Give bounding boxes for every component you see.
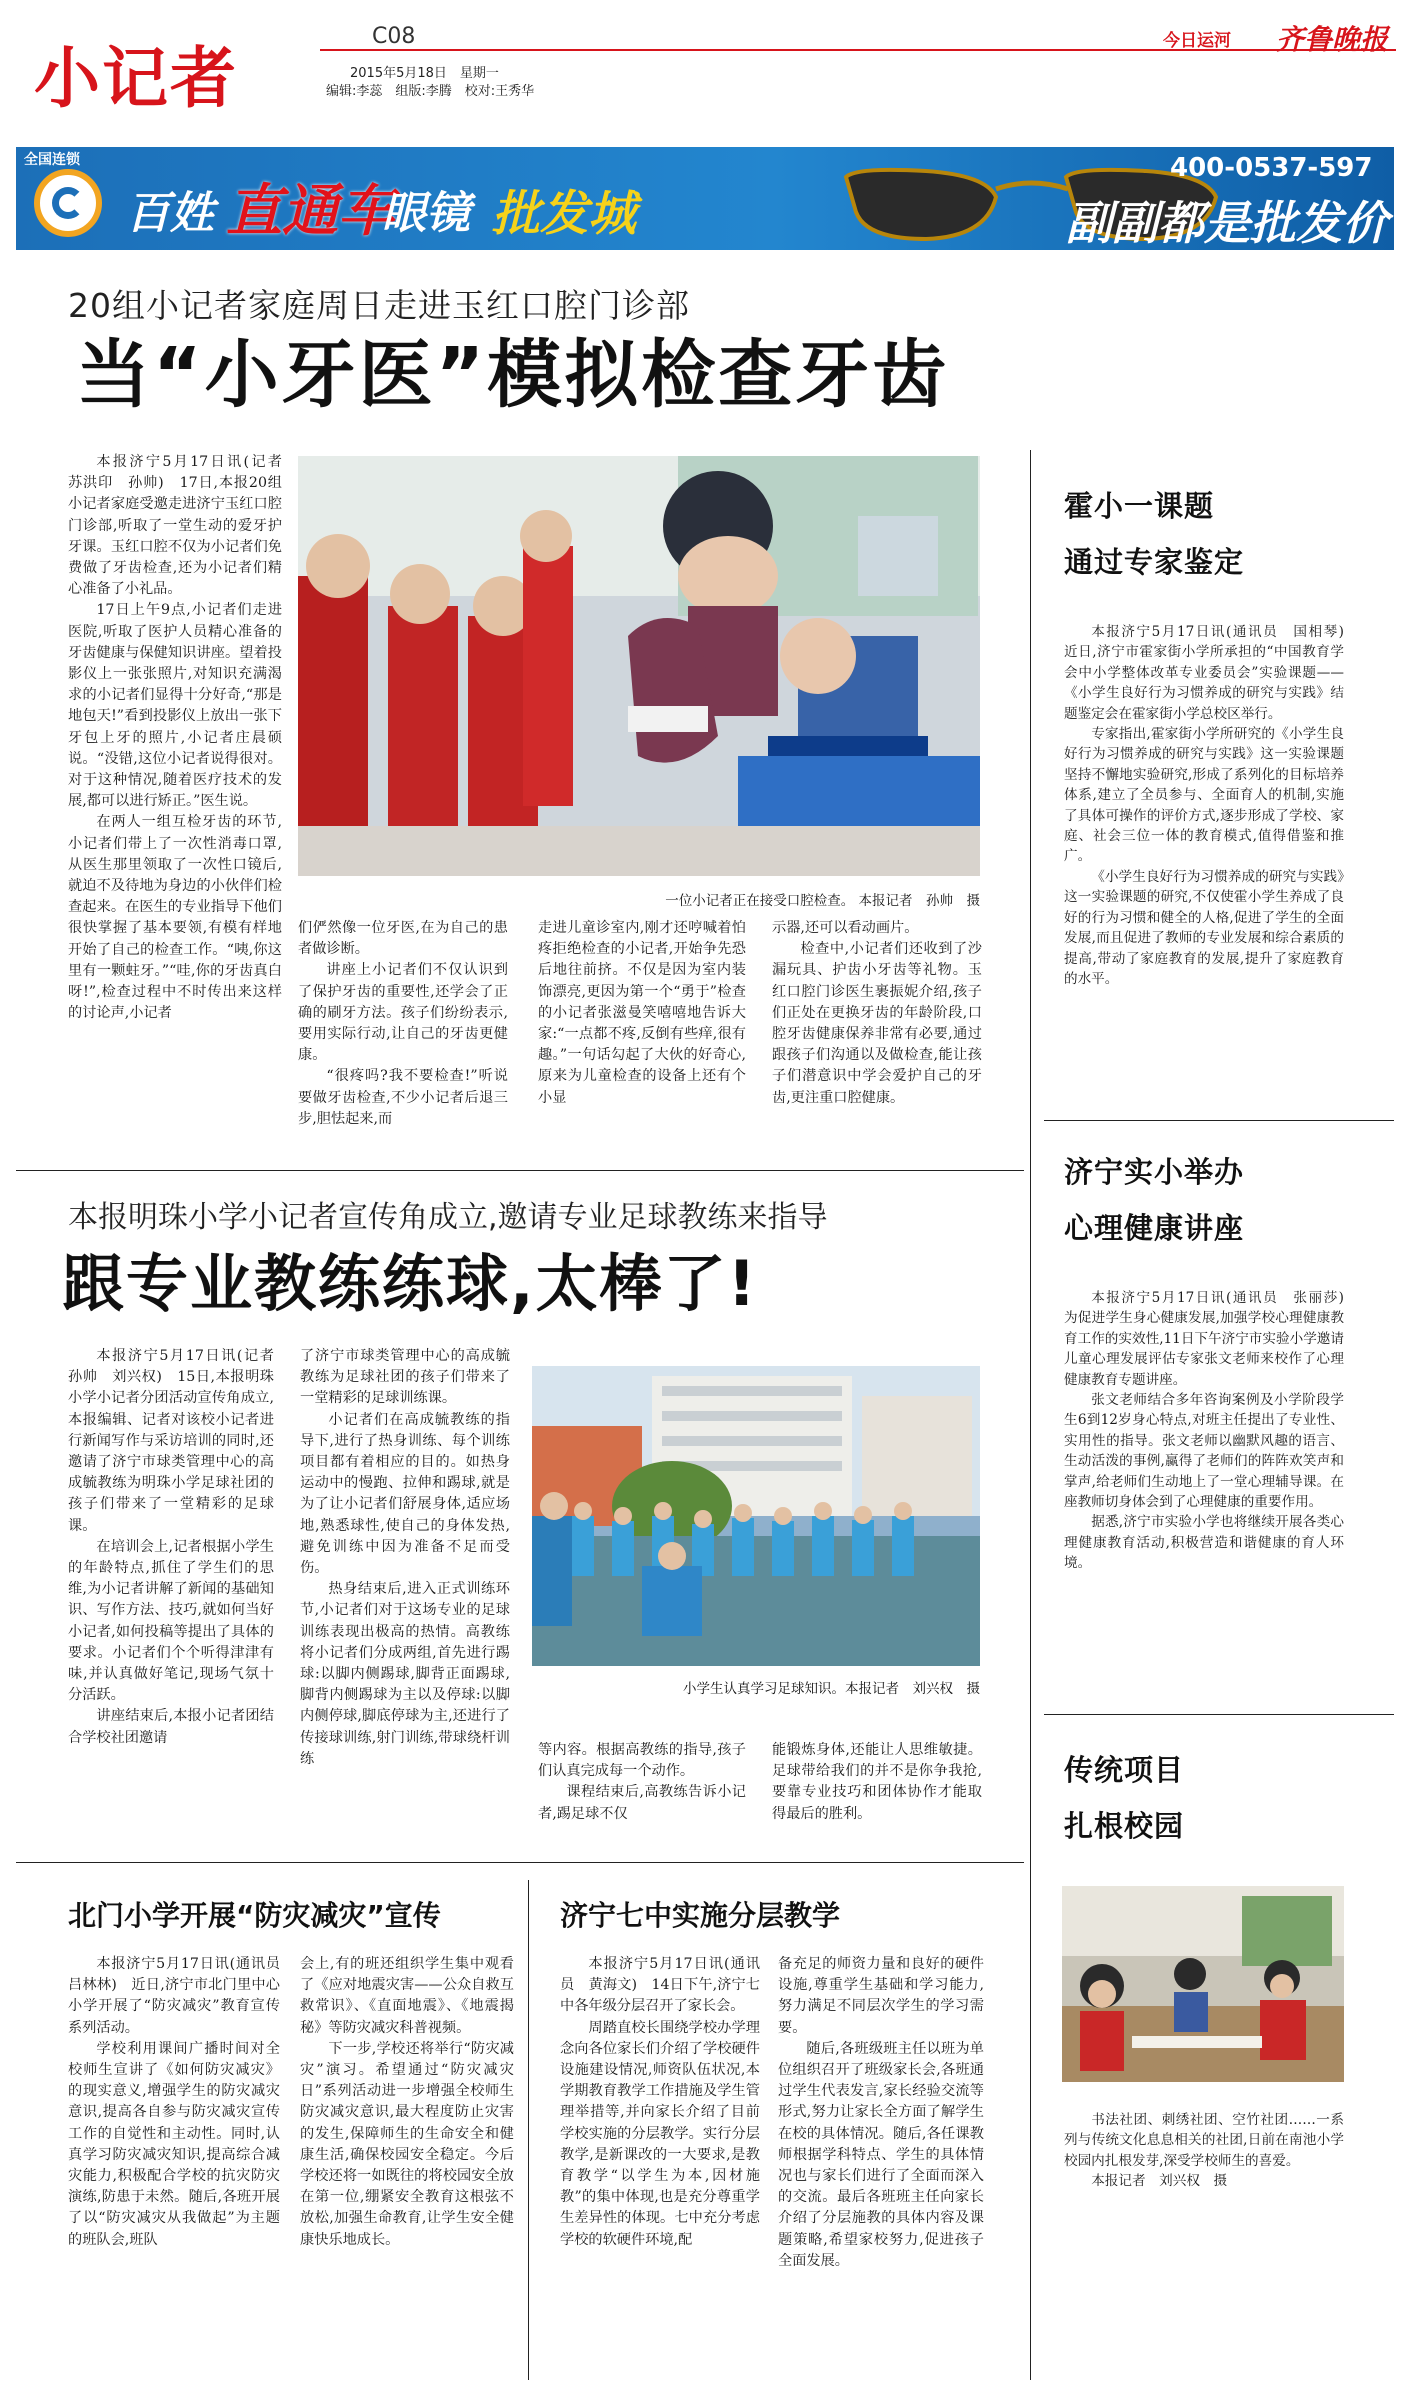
sidebar-divider [1030, 450, 1031, 2380]
story3-headline: 北门小学开展“防灾减灾”宣传 [68, 1899, 441, 1932]
story2-kicker: 本报明珠小学小记者宣传角成立,邀请专业足球教练来指导 [68, 1200, 828, 1235]
side1-title-line2: 通过专家鉴定 [1064, 545, 1245, 579]
story1-headline: 当“小牙医”模拟检查牙齿 [76, 332, 950, 418]
ad-phone: 400-0537-597 [1170, 153, 1373, 183]
story1-col2 [298, 918, 508, 1152]
story2-photo [532, 1366, 980, 1666]
paragraph: 据悉,济宁市实验小学也将继续开展各类心理健康教育活动,积极营造和谐健康的育人环境。 [1064, 1514, 1344, 1572]
story2-headline: 跟专业教练练球,太棒了! [62, 1247, 758, 1320]
story2-col4 [772, 1740, 982, 1846]
side2-title-line1: 济宁实小举办 [1064, 1155, 1245, 1189]
divider [16, 1170, 1024, 1171]
date-line: 2015年5月18日 星期一 [350, 66, 499, 81]
divider [1044, 1120, 1394, 1121]
paragraph: 周踏直校长围绕学校办学理念向各位家长们介绍了学校硬件设施建设情况,师资队伍状况,本学期教育教学工作措施及学生管理举措等,并向家长介绍了目前学校实施的分层教学。实行分层教学,是新课改的一大要求,是教育教学“以学生为本,因材施教”的集中体现,也是充分尊重学生差异性的体现。七中充分考虑学校的软硬件环境,配 [560, 2019, 760, 2248]
paragraph: 讲座上小记者们不仅认识到了保护牙齿的重要性,还学会了正确的刷牙方法。孩子们纷纷表示,要用实际行动,让自己的牙齿更健康。 [298, 962, 508, 1064]
ad-brand-b: 直通车 [226, 179, 394, 244]
ad-brand-c: 眼镜 [382, 188, 470, 239]
story1-col3 [538, 918, 746, 1152]
paragraph: 在两人一组互检牙齿的环节,小记者们带上了一次性消毒口罩,从医生那里领取了一次性口镜后,就迫不及待地为身边的小伙伴们检查起来。在医生的专业指导下他们很快掌握了基本要领,有模有样地开始了自己的检查工作。“咦,你这里有一颗蛀牙。”“哇,你的牙齿真白呀!”,检查过程中不时传出来这样的讨论声,小记者 [68, 814, 282, 1022]
story3-col1 [68, 1954, 295, 2374]
story1-col4 [772, 918, 982, 1152]
section-logo: 小记者 [34, 40, 238, 117]
paragraph: 本报济宁5月17日讯(通讯员 张丽莎) 为促进学生身心健康发展,加强学校心理健康教育工作的实效性,11日下午济宁市实验小学邀请儿童心理发展评估专家张文老师来校作了心理健康教育专题讲座。 [1064, 1290, 1358, 1388]
paragraph: 课程结束后,高教练告诉小记者,踢足球不仅 [538, 1784, 746, 1822]
story2-col1 [68, 1346, 289, 1846]
vertical-divider [528, 1880, 529, 2380]
paragraph: 本报济宁5月17日讯(通讯员 黄海文) 14日下午,济宁七中各年级分层召开了家长会。 [560, 1956, 760, 2015]
photo-credit: 本报记者 刘兴权 摄 [1091, 2173, 1228, 2190]
ad-tag: 全国连锁 [24, 152, 80, 168]
side3-title-line2: 扎根校园 [1064, 1809, 1185, 1843]
paragraph: 能锻炼身体,还能让人思维敏捷。足球带给我们的并不是你争我抢,要靠专业技巧和团体协作才能取得最后的胜利。 [772, 1742, 982, 1822]
right-label: 今日运河 [1163, 31, 1231, 51]
side1-body [1064, 622, 1358, 1062]
ad-brand-d: 批发城 [492, 186, 637, 242]
paragraph: 17日上午9点,小记者们走进医院,听取了医护人员精心准备的牙齿健康与保健知识讲座。望着投影仪上一张张照片,对知识充满渴求的小记者们显得十分好奇,“那是地包天!”看到投影仪上放出一张下牙包上牙的照片,小记者庄晨硕说。“没错,这位小记者说得很对。对于这种情况,随着医疗技术的发展,都可以进行矫正。”医生说。 [68, 602, 282, 810]
side3-body [1064, 2110, 1344, 2220]
story1-photo [298, 456, 980, 876]
story2-photo-caption: 小学生认真学习足球知识。本报记者 刘兴权 摄 [683, 1681, 980, 1697]
side3-photo [1062, 1886, 1344, 2082]
paragraph: 会上,有的班还组织学生集中观看了《应对地震灾害——公众自救互救常识》、《直面地震》、《地震揭秘》等防灾减灾科普视频。 [300, 1956, 514, 2036]
paragraph: 检查中,小记者们还收到了沙漏玩具、护齿小牙齿等礼物。玉红口腔门诊医生裹振妮介绍,孩子们正处在更换牙齿的年龄阶段,口腔牙齿健康保养非常有必要,通过跟孩子们沟通以及做检查,能让孩子们潜意识中学会爱护自己的牙齿,更注重口腔健康。 [772, 941, 982, 1106]
paper-name: 齐鲁晚报 [1276, 23, 1389, 56]
paragraph: 《小学生良好行为习惯养成的研究与实践》这一实验课题的研究,不仅使霍小学生养成了良好的行为习惯和健全的人格,促进了学生的全面发展,而且促进了教师的专业发展和综合素质的提高,带动了家庭教育的发展,提升了家庭教育的水平。 [1064, 868, 1344, 987]
editors-line: 编辑:李蕊 组版:李腾 校对:王秀华 [326, 84, 535, 99]
ad-logo-icon [34, 169, 102, 237]
paragraph: 本报济宁5月17日讯(通讯员 吕林林) 近日,济宁市北门里中心小学开展了“防灾减灾”教育宣传系列活动。 [68, 1956, 295, 2036]
story2-col2 [300, 1346, 510, 1846]
divider [16, 1862, 1024, 1863]
story4-headline: 济宁七中实施分层教学 [560, 1899, 841, 1932]
story4-col1 [560, 1954, 760, 2374]
paragraph: 随后,各班级班主任以班为单位组织召开了班级家长会,各班通过学生代表发言,家长经验交流等形式,努力让家长全方面了解学生在校的具体情况。随后,各任课教师根据学科特点、学生的具体情况也与家长们进行了全面而深入的交流。最后各班班主任向家长介绍了分层施教的具体内容及课题策略,希望家校努力,促进孩子全面发展。 [778, 2040, 984, 2269]
story4-col2 [778, 1954, 984, 2374]
ad-brand-a: 百姓 [126, 188, 214, 239]
page-number: C08 [372, 24, 416, 49]
story1-col1 [68, 452, 297, 1152]
paragraph: 示器,还可以看动画片。 [772, 920, 919, 936]
paragraph: 讲座结束后,本报小记者团结合学校社团邀请 [68, 1708, 274, 1746]
paragraph: 张文老师结合多年咨询案例及小学阶段学生6到12岁身心特点,对班主任提出了专业性、实用性的指导。张文老师以幽默风趣的语言、生动活泼的事例,赢得了老师们的阵阵欢笑声和掌声,给老师们生动地上了一堂心理辅导课。在座教师切身体会到了心理健康的重要作用。 [1064, 1392, 1344, 1511]
divider [1044, 1714, 1394, 1715]
story1-kicker: 20组小记者家庭周日走进玉红口腔门诊部 [68, 286, 690, 325]
paragraph: 小记者们在高成毓教练的指导下,进行了热身训练、每个训练项目都有着相应的目的。如热身运动中的慢跑、拉伸和踢球,就是为了让小记者们舒展身体,适应场地,熟悉球性,使自己的身体发热,避免训练中因为准备不足而受伤。 [300, 1411, 510, 1577]
paragraph: 下一步,学校还将举行“防灾减灾”演习。希望通过“防灾减灾日”系列活动进一步增强全校师生防灾减灾意识,最大程度防止灾害的发生,保障师生的生命安全和健康生活,确保校园安全稳定。今后学校还将一如既往的将校园安全放在第一位,绷紧安全教育这根弦不放松,加强生命教育,让学生安全健康快乐地成长。 [300, 2040, 514, 2248]
paragraph: 了济宁市球类管理中心的高成毓教练为足球社团的孩子们带来了一堂精彩的足球训练课。 [300, 1348, 510, 1407]
side1-title-line1: 霍小一课题 [1064, 489, 1215, 523]
paragraph: 学校利用课间广播时间对全校师生宣讲了《如何防灾减灾》的现实意义,增强学生的防灾减灾意识,提高各自参与防灾减灾宣传工作的自觉性和主动性。同时,认真学习防灾减灾知识,提高综合减灾能力,积极配合学校的抗灾防灾演练,防患于未然。随后,各班开展了以“防灾减灾从我做起”为主题的班队会,班队 [68, 2040, 280, 2248]
paragraph: 热身结束后,进入正式训练环节,小记者们对于这场专业的足球训练表现出极高的热情。高教练将小记者们分成两组,首先进行踢球:以脚内侧踢球,脚背正面踢球,脚背内侧踢球为主以及停球:以脚内侧停球,脚底停球为主,还进行了传接球训练,射门训练,带球绕杆训练 [300, 1581, 510, 1767]
paragraph: “很疼吗?我不要检查!”听说要做牙齿检查,不少小记者后退三步,胆怯起来,而 [298, 1068, 508, 1127]
paragraph: 本报济宁5月17日讯(记者 苏洪印 孙帅) 17日,本报20组小记者家庭受邀走进济宁玉红口腔门诊部,听取了一堂生动的爱牙护牙课。玉红口腔不仅为小记者们免费做了牙齿检查,还为小记者们精心准备了小礼品。 [68, 454, 297, 598]
story3-col2 [300, 1954, 514, 2374]
paragraph: 书法社团、刺绣社团、空竹社团……一系列与传统文化息息相关的社团,日前在南池小学校园内扎根发芽,深受学校师生的喜爱。 [1064, 2112, 1344, 2169]
side2-title-line2: 心理健康讲座 [1064, 1211, 1245, 1245]
story2-col3 [538, 1740, 746, 1846]
side3-title-line1: 传统项目 [1064, 1753, 1185, 1787]
paragraph: 专家指出,霍家街小学所研究的《小学生良好行为习惯养成的研究与实践》这一实验课题坚持不懈地实验研究,形成了系列化的目标培养体系,建立了全员参与、全面育人的机制,实施了具体可操作的评价方式,逐步形成了学校、家庭、社会三位一体的教育模式,值得借鉴和推广。 [1064, 726, 1344, 865]
paragraph: 备充足的师资力量和良好的硬件设施,尊重学生基础和学习能力,努力满足不同层次学生的学习需要。 [778, 1956, 984, 2036]
paragraph: 在培训会上,记者根据小学生的年龄特点,抓住了学生们的思维,为小记者讲解了新闻的基础知识、写作方法、技巧,就如何当好小记者,如何投稿等提出了具体的要求。小记者们个个听得津津有味,并认真做好笔记,现场气氛十分活跃。 [68, 1538, 274, 1704]
ad-banner [16, 147, 1394, 250]
story1-photo-caption: 一位小记者正在接受口腔检查。 本报记者 孙帅 摄 [665, 893, 980, 909]
paragraph: 本报济宁5月17日讯(记者 孙帅 刘兴权) 15日,本报明珠小学小记者分团活动宣传角成立,本报编辑、记者对该校小记者进行新闻写作与采访培训的同时,还邀请了济宁市球类管理中心的高成毓教练为明珠小学足球社团的孩子们带来了一堂精彩的足球课。 [68, 1348, 289, 1534]
masthead-rule [320, 49, 1396, 51]
paragraph: 们俨然像一位牙医,在为自己的患者做诊断。 [298, 920, 508, 958]
ad-slogan: 副副都是批发价 [1066, 196, 1388, 250]
paragraph: 本报济宁5月17日讯(通讯员 国相琴) 近日,济宁市霍家街小学所承担的“中国教育学会中小学整体改革专业委员会”实验课题——《小学生良好行为习惯养成的研究与实践》结题鉴定会在霍家街小学总校区举行。 [1064, 624, 1358, 722]
paragraph: 走进儿童诊室内,刚才还哼喊着怕疼拒绝检查的小记者,开始争先恐后地往前挤。不仅是因为室内装饰漂亮,更因为第一个“勇于”检查的小记者张滋曼笑嘻嘻地告诉大家:“一点都不疼,反倒有些痒,很有趣。”一句话勾起了大伙的好奇心,原来为儿童检查的设备上还有个小显 [538, 920, 746, 1106]
paragraph: 等内容。根据高教练的指导,孩子们认真完成每一个动作。 [538, 1742, 746, 1780]
masthead [0, 0, 1409, 150]
side2-body [1064, 1288, 1358, 1708]
